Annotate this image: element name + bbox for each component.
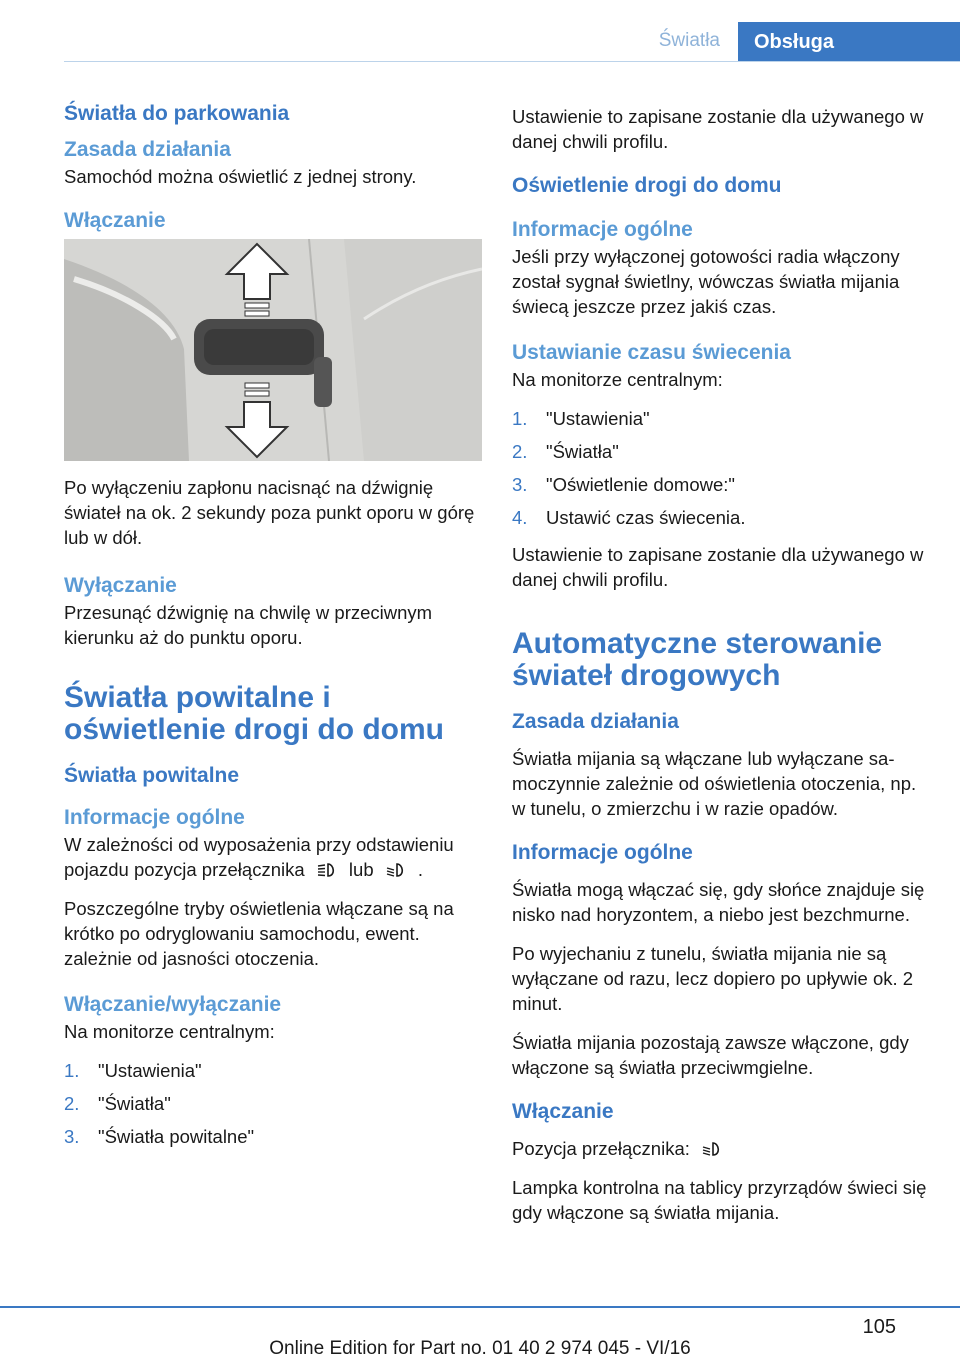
heading-switch-on: Włączanie — [64, 209, 166, 232]
heading-time: Ustawianie czasu świecenia — [512, 341, 791, 364]
text-general2-2: Po wyjechaniu z tunelu, światła mijania nie są wyłączane od razu, lecz dopiero po upływie ok. 2 minut. — [512, 943, 914, 1014]
text-time: Na monitorze centralnym: — [512, 369, 723, 390]
header-section: Światła — [658, 30, 720, 51]
list-text: "Ustawienia" — [98, 1060, 202, 1081]
list-number: 2. — [512, 441, 528, 462]
heading-parking: Światła do parkowania — [64, 102, 290, 125]
list-text: "Światła powitalne" — [98, 1126, 255, 1147]
text-parking-principle: Samochód można oświetlić z jednej strony. — [64, 166, 417, 187]
list-item — [64, 1124, 482, 1149]
headlight-auto-icon — [701, 1140, 723, 1158]
text-switch-on: Po wyłączeniu zapłonu nacisnąć na dźwignię świateł na ok. 2 sekundy poza punkt oporu w górę lub w dół. — [64, 477, 475, 548]
heading-welcome: Światła powitalne — [64, 764, 240, 787]
text-on-2: Lampka kontrolna na tablicy przyrządów świeci się gdy włączone są światła mijania. — [512, 1177, 927, 1223]
list-item — [512, 505, 932, 530]
list-number: 1. — [64, 1060, 80, 1081]
list-text: Ustawić czas świecenia. — [546, 507, 746, 528]
stalk-lever-illustration — [64, 239, 482, 461]
list-number: 2. — [64, 1093, 80, 1114]
heading-on: Włączanie — [512, 1100, 614, 1123]
list-number: 3. — [512, 474, 528, 495]
steps-list-left — [64, 1058, 482, 1149]
list-item — [512, 406, 932, 431]
list-item — [64, 1091, 482, 1116]
text-general-end: . — [417, 859, 424, 880]
list-item — [64, 1058, 482, 1083]
headlight-auto-icon — [316, 861, 338, 879]
list-item — [512, 472, 932, 497]
text-on-label: Pozycja przełącznika: — [512, 1138, 690, 1159]
list-text: "Światła" — [98, 1093, 171, 1114]
footer-divider — [0, 1306, 960, 1308]
text-general2-3: Światła mijania pozostają zawsze włączone, gdy włączone są światła przeciwmgielne. — [512, 1032, 909, 1078]
text-general-2: Poszczególne tryby oświetlenia włączane są na krótko po odryglowaniu samochodu, ewent. zależnie od jasności otoczenia. — [64, 898, 454, 969]
heading-principle: Zasada działania — [512, 710, 679, 733]
edition-note: Online Edition for Part no. 01 40 2 974 045 - VI/16 — [269, 1338, 691, 1359]
list-text: "Światła" — [546, 441, 619, 462]
list-item — [512, 439, 932, 464]
heading-onoff: Włączanie/wyłączanie — [64, 993, 282, 1016]
list-number: 1. — [512, 408, 528, 429]
list-text: "Oświetlenie domowe:" — [546, 474, 735, 495]
heading-switch-off: Wyłączanie — [64, 574, 177, 597]
list-text: "Ustawienia" — [546, 408, 650, 429]
heading-general-right: Informacje ogólne — [512, 218, 693, 241]
low-beam-icon — [385, 861, 407, 879]
steps-list-right — [512, 406, 932, 530]
text-saved-1: Ustawienie to zapisane zostanie dla używanego w danej chwili profilu. — [512, 106, 924, 152]
heading-auto-main: Automatyczne sterowanie świateł drogowych — [512, 627, 883, 692]
text-saved-2: Ustawienie to zapisane zostanie dla używanego w danej chwili profilu. — [512, 544, 924, 590]
heading-general2: Informacje ogólne — [512, 841, 693, 864]
heading-welcome-main: Światła powitalne i oświetlenie drogi do domu — [64, 681, 445, 746]
page-number: 105 — [862, 1316, 896, 1338]
heading-general: Informacje ogólne — [64, 806, 245, 829]
list-number: 3. — [64, 1126, 80, 1147]
text-general-a: W zależności od wyposażenia przy odstawieniu pojazdu pozycja przełącznika — [64, 834, 454, 880]
list-number: 4. — [512, 507, 528, 528]
right-column — [512, 98, 932, 1239]
text-on — [512, 1136, 932, 1161]
text-switch-off: Przesunąć dźwignię na chwilę w przeciwnym kierunku aż do punktu oporu. — [64, 602, 433, 648]
heading-parking-principle: Zasada działania — [64, 138, 231, 161]
header-divider — [64, 61, 960, 62]
stalk-lever-figure — [64, 239, 482, 461]
text-onoff: Na monitorze centralnym: — [64, 1021, 275, 1042]
text-general — [64, 832, 482, 882]
header-tab: Obsługa — [738, 22, 960, 62]
text-general2-1: Światła mogą włączać się, gdy słońce znajduje się nisko nad horyzontem, a niebo jest bezchmurne. — [512, 879, 925, 925]
heading-home: Oświetlenie drogi do domu — [512, 174, 782, 197]
left-column — [64, 98, 482, 1161]
text-principle: Światła mijania są włączane lub wyłączane samoczynnie zależnie od oświetlenia otoczenia, np. w tunelu, o zmierzchu i w razie opadów. — [512, 748, 917, 819]
text-general-or: lub — [348, 859, 374, 880]
text-general-right: Jeśli przy wyłączonej gotowości radia włączony został sygnał świetlny, wówczas światła mijania świecą jeszcze przez jakiś czas. — [512, 246, 900, 317]
